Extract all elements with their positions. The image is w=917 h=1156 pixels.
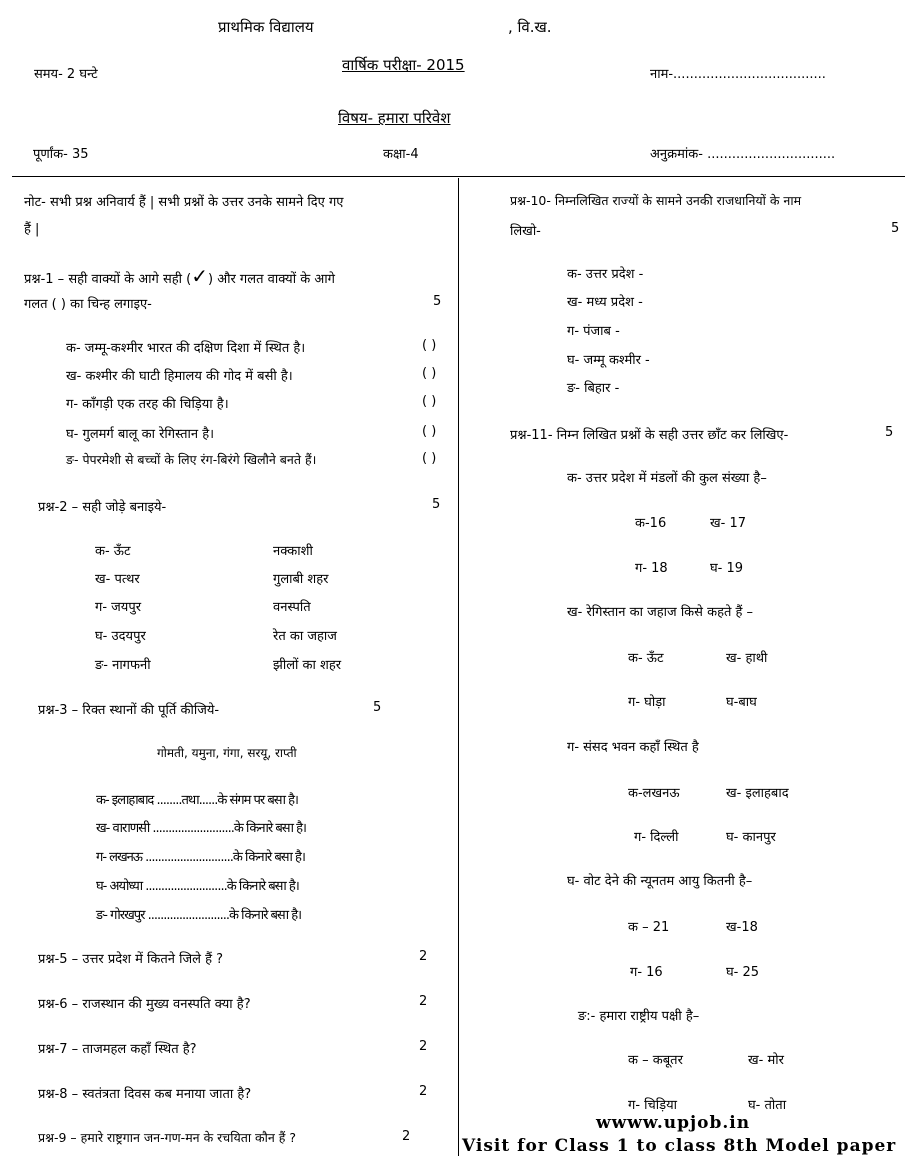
mcq-question: घ- वोट देने की न्यूनतम आयु कितनी है–	[567, 874, 753, 889]
q10-item: ख- मध्य प्रदेश -	[567, 295, 643, 310]
q10-marks: 5	[891, 221, 900, 236]
mcq-option: क- ऊँट	[628, 651, 664, 666]
tick-icon: ✓	[191, 264, 208, 288]
q3-prompt: प्रश्न-3 – रिक्त स्थानों की पूर्ति कीजिये-	[38, 703, 220, 718]
q3-item: घ- अयोध्या ..........................के किनारे बसा है।	[96, 879, 299, 894]
footer-tagline: Visit for Class 1 to class 8th Model paper	[462, 1136, 897, 1156]
student-name-field: नाम-.....................................	[650, 67, 826, 82]
short-question: प्रश्न-8 – स्वतंत्रता दिवस कब मनाया जाता है?	[38, 1087, 252, 1102]
q2-left-item: क- ऊँट	[95, 544, 131, 559]
q11-marks: 5	[885, 425, 894, 440]
q10-prompt: प्रश्न-10- निम्नलिखित राज्यों के सामने उनकी राजधानियों के नाम	[510, 193, 802, 208]
exam-title: वार्षिक परीक्षा- 2015	[342, 56, 465, 74]
header-divider	[12, 176, 905, 177]
note-line-1: नोट- सभी प्रश्न अनिवार्य हैं | सभी प्रश्नों के उत्तर उनके सामने दिए गए	[24, 195, 344, 210]
q2-left-item: ग- जयपुर	[95, 600, 142, 615]
short-question: प्रश्न-6 – राजस्थान की मुख्य वनस्पति क्या है?	[38, 997, 251, 1012]
mcq-option: ग- चिड़िया	[628, 1098, 677, 1113]
q1-text: प्रश्न-1 – सही वाक्यों के आगे सही (	[24, 272, 192, 287]
mcq-option: क-16	[635, 516, 667, 531]
mcq-option: ख-18	[726, 920, 758, 935]
q3-item: ख- वाराणसी ..........................के किनारे बसा है।	[96, 821, 306, 836]
school-name: प्राथमिक विद्यालय	[218, 18, 314, 36]
q10-item: ङ- बिहार -	[567, 381, 620, 396]
answer-box: ( )	[422, 451, 437, 466]
mcq-option: ग- 16	[630, 965, 663, 980]
q3-options: गोमती, यमुना, गंगा, सरयू, राप्ती	[157, 746, 297, 760]
answer-box: ( )	[422, 366, 437, 381]
short-question: प्रश्न-5 – उत्तर प्रदेश में कितने जिले हैं ?	[38, 952, 224, 967]
mcq-question: ख- रेगिस्तान का जहाज किसे कहते हैं –	[567, 605, 754, 620]
q1-prompt-line-2: गलत ( ) का चिन्ह लगाइए-	[24, 297, 152, 312]
mcq-question: ग- संसद भवन कहाँ स्थित है	[567, 740, 699, 755]
mcq-option: ग- दिल्ली	[634, 830, 679, 845]
mcq-question: क- उत्तर प्रदेश में मंडलों की कुल संख्या है–	[567, 471, 767, 486]
q2-right-item: झीलों का शहर	[273, 658, 342, 673]
mcq-option: घ- कानपुर	[726, 830, 776, 845]
school-suffix: , वि.ख.	[508, 18, 552, 36]
note-line-2: हैं |	[24, 222, 40, 237]
q10-item: ग- पंजाब -	[567, 324, 620, 339]
q1-item: ख- कश्मीर की घाटी हिमालय की गोद में बसी है।	[66, 369, 293, 384]
q2-right-item: वनस्पति	[273, 600, 311, 615]
subject-title: विषय- हमारा परिवेश	[338, 109, 451, 127]
mcq-option: घ- तोता	[748, 1098, 787, 1113]
footer-url: wwww.upjob.in	[596, 1113, 751, 1133]
mcq-option: ग- घोड़ा	[628, 695, 666, 710]
mcq-option: ख- 17	[710, 516, 746, 531]
q1-item: ङ- पेपरमेशी से बच्चों के लिए रंग-बिरंगे खिलौने बनते हैं।	[66, 452, 317, 467]
answer-box: ( )	[422, 338, 437, 353]
q3-item: ग- लखनऊ ............................के किनारे बसा है।	[96, 850, 305, 865]
short-question: प्रश्न-7 – ताजमहल कहाँ स्थित है?	[38, 1042, 197, 1057]
mcq-option: घ- 19	[710, 561, 744, 576]
short-question: प्रश्न-9 – हमारे राष्ट्रगान जन-गण-मन के रचयिता कौन हैं ?	[38, 1130, 297, 1145]
short-question-marks: 2	[419, 1039, 428, 1054]
q1-item: ग- काँगड़ी एक तरह की चिड़िया है।	[66, 397, 229, 412]
full-marks: पूर्णांक- 35	[33, 147, 89, 162]
q1-marks: 5	[433, 294, 442, 309]
q3-marks: 5	[373, 700, 382, 715]
short-question-marks: 2	[419, 1084, 428, 1099]
q3-item: क- इलाहाबाद ........तथा......के संगम पर बसा है।	[96, 793, 298, 808]
mcq-question: ङ:- हमारा राष्ट्रीय पक्षी है–	[578, 1009, 700, 1024]
mcq-option: ख- हाथी	[726, 651, 768, 666]
mcq-option: ख- इलाहबाद	[726, 786, 789, 801]
q1-item: घ- गुलमर्ग बालू का रेगिस्तान है।	[66, 427, 215, 442]
column-divider	[458, 178, 459, 1156]
mcq-option: क – 21	[628, 920, 670, 935]
q2-prompt: प्रश्न-2 – सही जोड़े बनाइये-	[38, 500, 167, 515]
answer-box: ( )	[422, 424, 437, 439]
exam-time: समय- 2 घन्टे	[34, 67, 98, 82]
q10-item: घ- जम्मू कश्मीर -	[567, 353, 650, 368]
mcq-option: ग- 18	[635, 561, 668, 576]
mcq-option: घ- 25	[726, 965, 760, 980]
mcq-option: ख- मोर	[748, 1053, 784, 1068]
short-question-marks: 2	[419, 949, 428, 964]
q1-item: क- जम्मू-कश्मीर भारत की दक्षिण दिशा में स्थित है।	[66, 341, 306, 356]
q1-text-cont: ) और गलत वाक्यों के आगे	[207, 272, 335, 287]
q2-left-item: ङ- नागफनी	[95, 658, 151, 673]
mcq-option: क-लखनऊ	[628, 786, 680, 801]
q2-left-item: ख- पत्थर	[95, 572, 140, 587]
q2-right-item: रेत का जहाज	[273, 629, 337, 644]
short-question-marks: 2	[402, 1129, 411, 1144]
q2-right-item: नक्काशी	[273, 544, 313, 559]
q3-item: ङ- गोरखपुर ..........................के किनारे बसा है।	[96, 908, 302, 923]
mcq-option: क – कबूतर	[628, 1053, 683, 1068]
roll-number-field: अनुक्रमांक- ...............................	[650, 147, 836, 162]
q11-prompt: प्रश्न-11- निम्न लिखित प्रश्नों के सही उत्तर छाँट कर लिखिए-	[510, 428, 789, 443]
mcq-option: घ-बाघ	[726, 695, 757, 710]
q10-item: क- उत्तर प्रदेश -	[567, 267, 644, 282]
short-question-marks: 2	[419, 994, 428, 1009]
q1-prompt	[24, 264, 335, 288]
class-label: कक्षा-4	[383, 147, 419, 162]
q2-right-item: गुलाबी शहर	[273, 572, 329, 587]
q10-prompt-line-2: लिखो-	[510, 224, 541, 239]
answer-box: ( )	[422, 394, 437, 409]
q2-marks: 5	[432, 497, 441, 512]
q2-left-item: घ- उदयपुर	[95, 629, 146, 644]
